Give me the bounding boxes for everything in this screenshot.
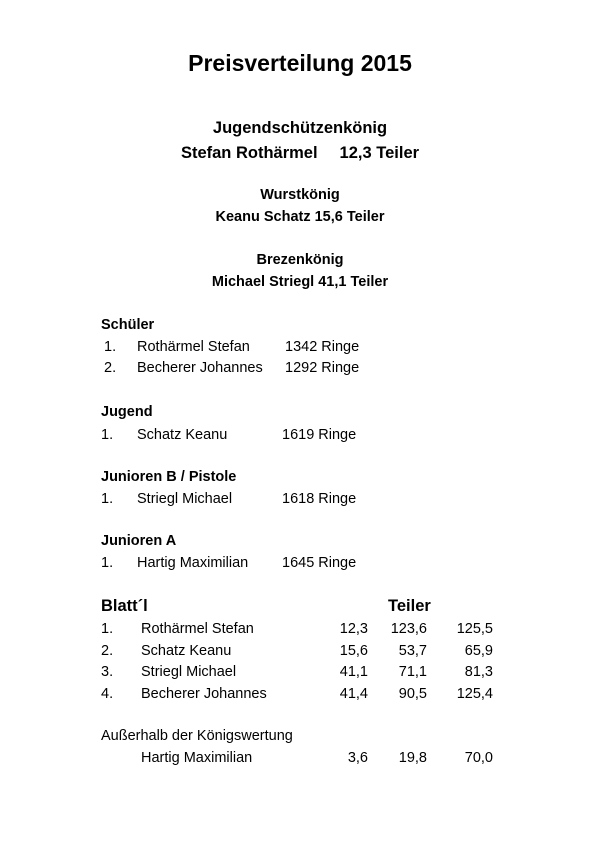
blatt-t1-1: 12,3 xyxy=(339,621,368,637)
blatt-name-1: Rothärmel Stefan xyxy=(141,621,254,637)
blatt-t3-1: 125,5 xyxy=(456,621,493,637)
blatt-rank-4: 4. xyxy=(101,686,114,702)
outside-t1: 3,6 xyxy=(347,750,368,766)
wurstkoenig-winner: Keanu Schatz 15,6 Teiler xyxy=(215,209,385,225)
section-junioren-b-heading: Junioren B / Pistole xyxy=(101,469,237,485)
jugend-name-1: Schatz Keanu xyxy=(137,427,228,443)
schueler-rank-2: 2. xyxy=(104,360,117,376)
outside-ranking-label: Außerhalb der Königswertung xyxy=(101,728,293,744)
brezenkoenig-heading: Brezenkönig xyxy=(256,252,344,268)
schueler-name-2: Becherer Johannes xyxy=(137,360,263,376)
junioren-a-name-1: Hartig Maximilian xyxy=(137,555,249,571)
wurstkoenig-heading: Wurstkönig xyxy=(260,187,340,203)
junioren-a-score-1: 1645 Ringe xyxy=(282,555,357,571)
blatt-rank-2: 2. xyxy=(101,643,114,659)
jugendkoenig-line xyxy=(0,144,600,163)
junioren-b-name-1: Striegl Michael xyxy=(137,491,233,507)
section-junioren-a-heading: Junioren A xyxy=(101,533,177,549)
section-jugend-heading: Jugend xyxy=(101,404,153,420)
blatt-name-3: Striegl Michael xyxy=(141,664,237,680)
schueler-score-1: 1342 Ringe xyxy=(285,339,360,355)
jugendkoenig-heading: Jugendschützenkönig xyxy=(212,119,388,137)
schueler-score-2: 1292 Ringe xyxy=(285,360,360,376)
junioren-a-rank-1: 1. xyxy=(101,555,114,571)
blatt-t3-4: 125,4 xyxy=(456,686,493,702)
page-title: Preisverteilung 2015 xyxy=(188,50,412,76)
teiler-heading: Teiler xyxy=(388,597,431,615)
outside-t3: 70,0 xyxy=(464,750,493,766)
blatt-heading: Blatt´l xyxy=(101,597,148,615)
blatt-t1-4: 41,4 xyxy=(339,686,368,702)
blatt-t2-1: 123,6 xyxy=(390,621,427,637)
outside-t2: 19,8 xyxy=(398,750,427,766)
blatt-t2-3: 71,1 xyxy=(398,664,427,680)
blatt-t3-2: 65,9 xyxy=(464,643,493,659)
schueler-rank-1: 1. xyxy=(104,339,117,355)
brezenkoenig-winner: Michael Striegl 41,1 Teiler xyxy=(211,274,389,290)
blatt-t3-3: 81,3 xyxy=(464,664,493,680)
junioren-b-score-1: 1618 Ringe xyxy=(282,491,357,507)
jugend-rank-1: 1. xyxy=(101,427,114,443)
blatt-name-4: Becherer Johannes xyxy=(141,686,267,702)
jugend-score-1: 1619 Ringe xyxy=(282,427,357,443)
schueler-name-1: Rothärmel Stefan xyxy=(137,339,250,355)
blatt-t1-3: 41,1 xyxy=(339,664,368,680)
jugendkoenig-winner: Stefan Rothärmel xyxy=(180,144,318,162)
blatt-t1-2: 15,6 xyxy=(339,643,368,659)
section-schueler-heading: Schüler xyxy=(101,317,155,333)
blatt-name-2: Schatz Keanu xyxy=(141,643,232,659)
blatt-rank-1: 1. xyxy=(101,621,114,637)
outside-name: Hartig Maximilian xyxy=(141,750,253,766)
blatt-rank-3: 3. xyxy=(101,664,114,680)
blatt-t2-2: 53,7 xyxy=(398,643,427,659)
junioren-b-rank-1: 1. xyxy=(101,491,114,507)
blatt-t2-4: 90,5 xyxy=(398,686,427,702)
jugendkoenig-teiler: 12,3 Teiler xyxy=(339,144,420,162)
